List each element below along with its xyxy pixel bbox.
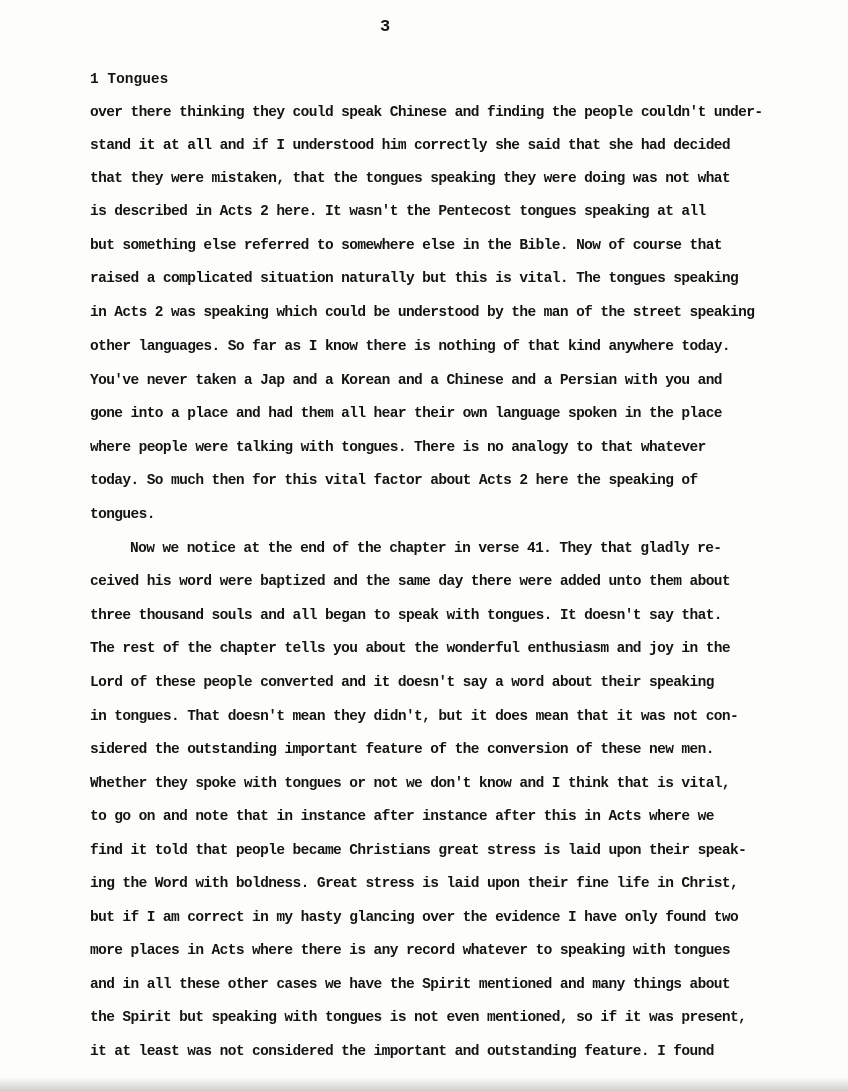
text-line: more places in Acts where there is any record whatever to speaking with tongues (90, 943, 731, 959)
text-line: You've never taken a Jap and a Korean and a Chinese and a Persian with you and (90, 373, 722, 389)
text-line: ing the Word with boldness. Great stress is laid upon their fine life in Christ, (90, 876, 739, 892)
scan-edge-shadow (0, 1077, 848, 1091)
text-line: over there thinking they could speak Chinese and finding the people couldn't under- (90, 105, 763, 121)
text-line: to go on and note that in instance after instance after this in Acts where we (90, 809, 714, 825)
text-line: is described in Acts 2 here. It wasn't the Pentecost tongues speaking at all (90, 204, 706, 220)
text-line: sidered the outstanding important feature of the conversion of these new men. (90, 742, 714, 758)
text-line: in Acts 2 was speaking which could be understood by the man of the street speaking (90, 305, 755, 321)
text-line: the Spirit but speaking with tongues is not even mentioned, so if it was present, (90, 1010, 747, 1026)
text-line: gone into a place and had them all hear their own language spoken in the place (90, 406, 722, 422)
text-line: stand it at all and if I understood him correctly she said that she had decided (90, 138, 731, 154)
text-line: three thousand souls and all began to speak with tongues. It doesn't say that. (90, 608, 722, 624)
text-line: where people were talking with tongues. There is no analogy to that whatever (90, 440, 706, 456)
text-line: today. So much then for this vital factor about Acts 2 here the speaking of (90, 473, 698, 489)
text-line: and in all these other cases we have the Spirit mentioned and many things about (90, 977, 731, 993)
text-line: raised a complicated situation naturally but this is vital. The tongues speaking (90, 271, 739, 287)
text-line: Now we notice at the end of the chapter in verse 41. They that gladly re- (130, 541, 722, 557)
text-line: other languages. So far as I know there is nothing of that kind anywhere today. (90, 339, 731, 355)
text-line: tongues. (90, 507, 155, 523)
text-line: find it told that people became Christians great stress is laid upon their speak- (90, 843, 747, 859)
text-line: but something else referred to somewhere else in the Bible. Now of course that (90, 238, 722, 254)
text-line: but if I am correct in my hasty glancing over the evidence I have only found two (90, 910, 739, 926)
text-line: Whether they spoke with tongues or not we don't know and I think that is vital, (90, 776, 731, 792)
page-number: 3 (380, 18, 391, 37)
text-line: it at least was not considered the important and outstanding feature. I found (90, 1044, 714, 1060)
text-line: ceived his word were baptized and the same day there were added unto them about (90, 574, 731, 590)
text-line: in tongues. That doesn't mean they didn't, but it does mean that it was not con- (90, 709, 739, 725)
text-line: Lord of these people converted and it doesn't say a word about their speaking (90, 675, 714, 691)
section-heading: 1 Tongues (90, 72, 169, 88)
text-line: The rest of the chapter tells you about the wonderful enthusiasm and joy in the (90, 641, 731, 657)
text-line: that they were mistaken, that the tongues speaking they were doing was not what (90, 171, 731, 187)
